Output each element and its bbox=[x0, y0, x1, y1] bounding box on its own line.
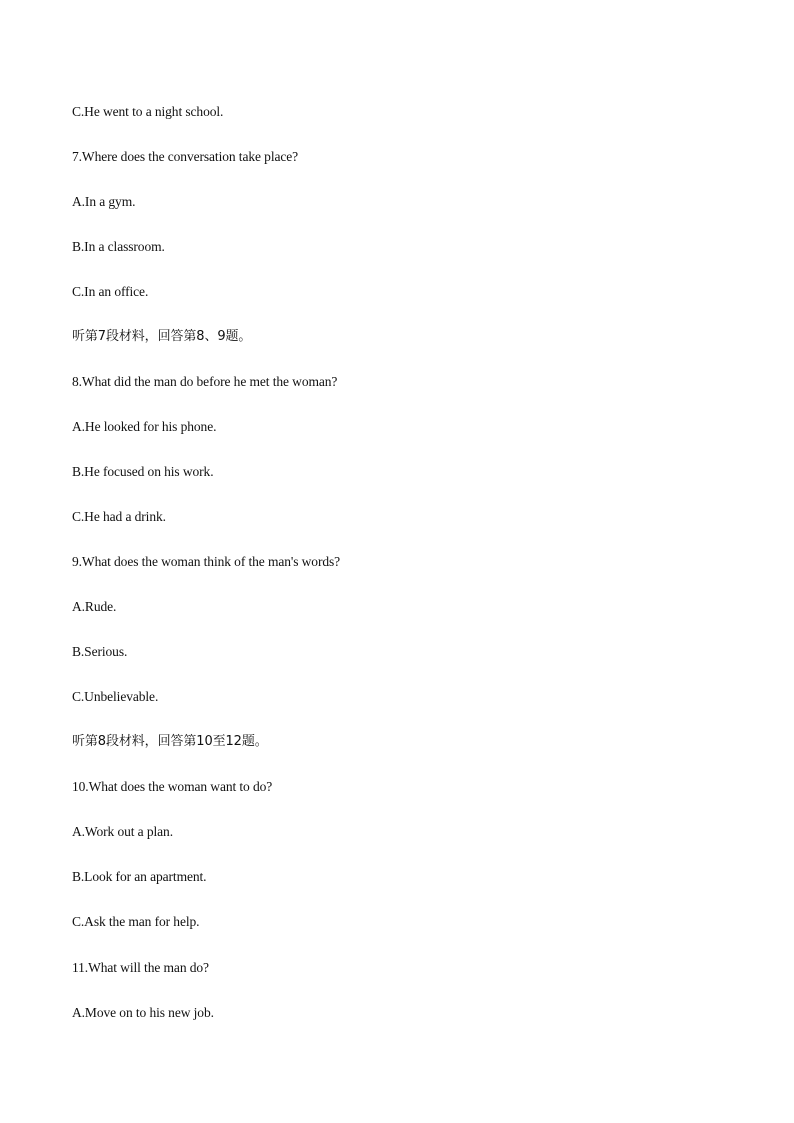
q10-option-a: A.Work out a plan. bbox=[72, 824, 173, 839]
q7-option-b: B.In a classroom. bbox=[72, 239, 165, 254]
q8-question: 8.What did the man do before he met the woman? bbox=[72, 374, 338, 389]
q9-option-b: B.Serious. bbox=[72, 644, 128, 659]
q10-question: 10.What does the woman want to do? bbox=[72, 779, 273, 794]
q7-option-a: A.In a gym. bbox=[72, 194, 136, 209]
section-7-instruction: 听第7段材料，回答第8、9题。 bbox=[72, 329, 252, 344]
q8-option-c: C.He had a drink. bbox=[72, 509, 166, 524]
q10-option-b: B.Look for an apartment. bbox=[72, 869, 207, 884]
q7-question: 7.Where does the conversation take place? bbox=[72, 149, 299, 164]
q11-option-a: A.Move on to his new job. bbox=[72, 1005, 214, 1020]
q11-question: 11.What will the man do? bbox=[72, 960, 209, 975]
q8-option-a: A.He looked for his phone. bbox=[72, 419, 217, 434]
q8-option-b: B.He focused on his work. bbox=[72, 464, 214, 479]
q9-option-c: C.Unbelievable. bbox=[72, 689, 159, 704]
q9-question: 9.What does the woman think of the man's words? bbox=[72, 554, 341, 569]
q7-option-c: C.In an office. bbox=[72, 284, 149, 299]
q6-option-c: C.He went to a night school. bbox=[72, 104, 224, 119]
q9-option-a: A.Rude. bbox=[72, 599, 117, 614]
q10-option-c: C.Ask the man for help. bbox=[72, 914, 200, 929]
section-8-instruction: 听第8段材料，回答第10至12题。 bbox=[72, 734, 268, 749]
